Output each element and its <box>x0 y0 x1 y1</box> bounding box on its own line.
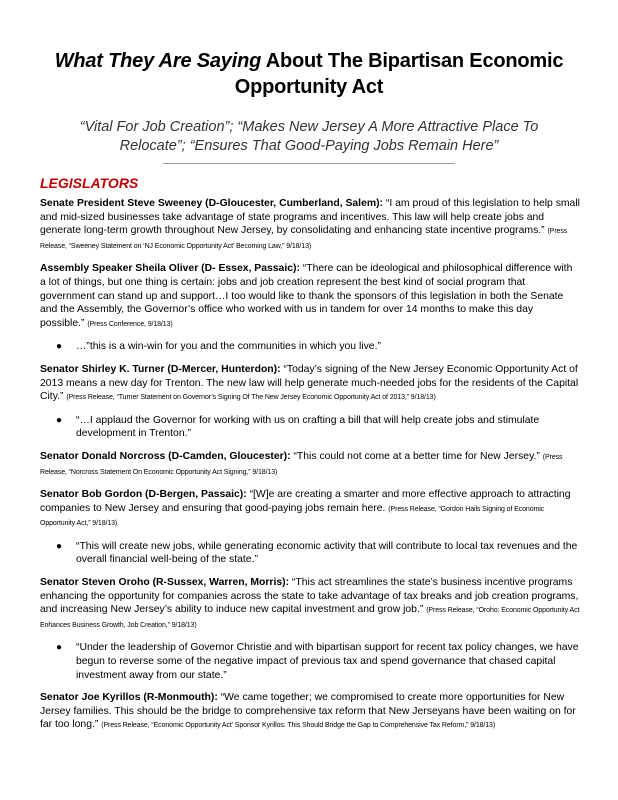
page-title <box>40 48 578 100</box>
speaker-name: Assembly Speaker Sheila Oliver (D- Essex, Passaic): <box>40 263 300 275</box>
bullet-icon: ● <box>56 341 63 353</box>
entry-norcross <box>40 450 580 479</box>
speaker-name: Senator Donald Norcross (D-Camden, Gloucester): <box>40 450 291 462</box>
speaker-name: Senator Joe Kyrillos (R-Monmouth): <box>40 692 218 704</box>
quote-text: “Today’s signing of the New Jersey Economic Opportunity Act of 2013 means a new day for Trenton. The new law will help generate much-needed jobs for the residents of the Capital City.” <box>40 363 579 403</box>
speaker-name: Senate President Steve Sweeney (D-Gloucester, Cumberland, Salem): <box>40 198 384 209</box>
speaker-name: Senator Steven Oroho (R-Sussex, Warren, Morris): <box>40 577 290 589</box>
citation: (Press Release, “Norcross Statement On Economic Opportunity Act Signing,” 9/18/13) <box>40 453 563 476</box>
bullet-item <box>40 340 580 354</box>
quote-text: “There can be ideological and philosophical difference with a lot of things, but one thing is certain: jobs and job creation represent the best kind of social program that government can stand up and support…I too would like to thank the sponsors of this legislation in both the Senate and the Assembly, the Governor’s office who worked with us in tandem for over 14 months to make this day possible.” <box>40 263 573 329</box>
bullet-text: “Under the leadership of Governor Christie and with bipartisan support for recent tax policy changes, we have begun to reverse some of the negative impact of previous tax and spend governance that chased capital investment away from our state.” <box>76 642 579 681</box>
section-heading: LEGISLATORS <box>40 175 139 191</box>
quote-text: “[W]e are creating a smarter and more effective approach to attracting companies to New Jersey and ensuring that good-paying jobs remain here. <box>40 489 571 514</box>
title-rest: About The Bipartisan Economic Opportunity Act <box>234 50 564 98</box>
title-divider <box>163 163 455 164</box>
entry-oroho <box>40 576 580 632</box>
citation: (Press Release, “Gordon Hails Signing of Economic Opportunity Act,” 9/18/13) <box>40 505 545 528</box>
bullet-text: …”this is a win-win for you and the communities in which you live.” <box>76 341 381 353</box>
citation: (Press Release, “Economic Opportunity Act’ Sponsor Kyrillos: This Should Bridge the Gap to Comprehensive Tax Reform,” 9/18/13) <box>101 722 496 730</box>
citation: (Press Release, “Oroho: Economic Opportunity Act Enhances Business Growth, Job Creation,” 9/18/13) <box>40 607 580 629</box>
quote-text: “We came together; we compromised to create more opportunities for New Jersey families. This should be the bridge to comprehensive tax reform that New Jerseyans have been waiting on for far too long.” <box>40 692 576 731</box>
bullet-icon: ● <box>56 540 63 552</box>
bullet-text: “This will create new jobs, while generating economic activity that will contribute to local tax revenues and the overall financial well-being of the state.” <box>76 540 578 566</box>
bullet-text: “…I applaud the Governor for working with us on crafting a bill that will help create jobs and stimulate development in Trenton.” <box>76 414 540 440</box>
title-italic: What They Are Saying <box>54 50 262 72</box>
quote-text: “This could not come at a better time for New Jersey.” <box>290 450 543 462</box>
citation: (Press Release, “Sweeney Statement on ‘NJ Economic Opportunity Act’ Becoming Law,” 9/18/13) <box>40 228 568 250</box>
speaker-name: Senator Bob Gordon (D-Bergen, Passaic): <box>40 489 247 501</box>
entry-kyrillos <box>40 691 580 733</box>
entry-turner <box>40 363 580 405</box>
bullet-icon: ● <box>56 642 63 654</box>
bullet-item <box>40 414 580 441</box>
quote-text: “I am proud of this legislation to help small and mid-sized businesses take advantage of state programs and incentives. This law will help create jobs and generate long-term growth throughout New Jersey, by consolidating and enhancing state incentive programs.” <box>40 198 580 237</box>
page-subtitle: “Vital For Job Creation”; “Makes New Jersey A More Attractive Place To Relocate”; “Ensures That Good-Paying Jobs Remain Here” <box>79 119 539 154</box>
document-body <box>40 197 580 742</box>
bullet-item <box>40 641 580 682</box>
bullet-item <box>40 540 580 567</box>
entry-gordon <box>40 488 580 531</box>
quote-text: “This act streamlines the state’s business incentive programs enhancing the opportunity for companies across the state to take advantage of tax breaks and job creation programs, and increasing New Jersey’s ability to induce new capital investment and grow job.” <box>40 577 579 616</box>
speaker-name: Senator Shirley K. Turner (D-Mercer, Hunterdon): <box>40 363 281 375</box>
citation: (Press Conference, 9/18/13) <box>87 320 173 328</box>
bullet-icon: ● <box>56 414 63 426</box>
entry-sweeney <box>40 197 580 253</box>
entry-oliver <box>40 262 580 331</box>
citation: (Press Release, “Turner Statement on Governor’s Signing Of The New Jersey Economic Opportunity Act of 2013,” 9/18/13) <box>66 394 436 402</box>
